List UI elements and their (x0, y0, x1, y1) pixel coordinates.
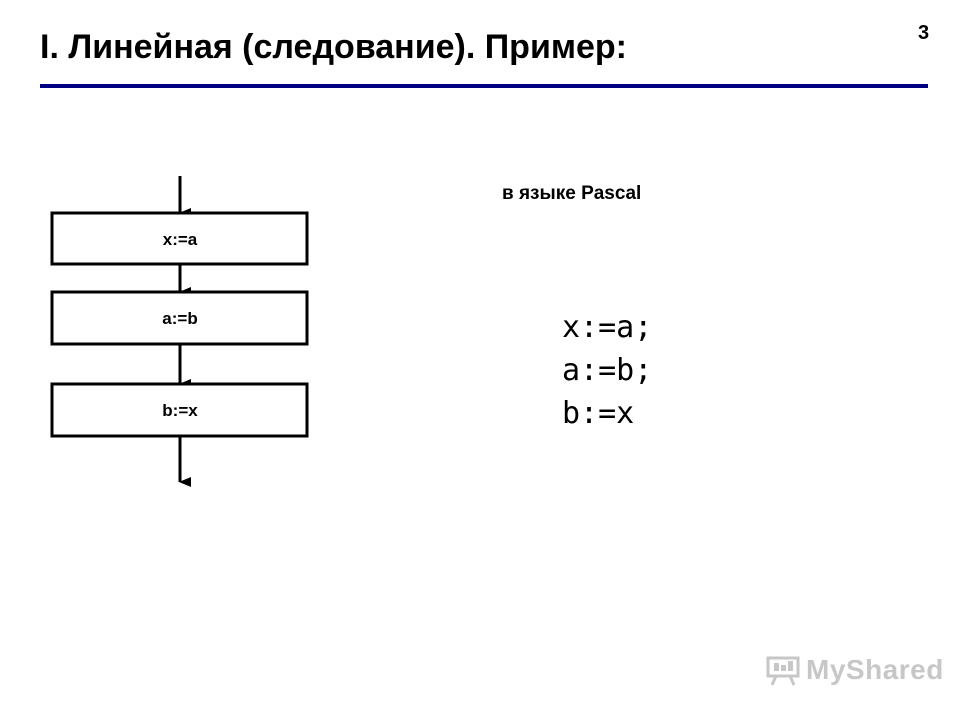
slide-title: I. Линейная (следование). Пример: (40, 28, 627, 66)
watermark-logo (766, 654, 944, 686)
code-line-1: x:=a; (562, 310, 653, 345)
language-caption: в языке Pascal (502, 183, 642, 204)
watermark-text: MyShared (806, 654, 944, 685)
process-label-3: b:=x (162, 401, 198, 420)
presentation-board-icon (766, 654, 800, 686)
process-label-1: x:=a (162, 230, 198, 249)
process-box-2 (52, 292, 307, 344)
code-line-2: a:=b; (562, 353, 653, 388)
process-label-2: a:=b (162, 309, 198, 328)
slide-number: 3 (918, 22, 930, 44)
process-box-3 (52, 384, 307, 436)
code-line-3: b:=x (562, 396, 635, 431)
pascal-code-block (562, 306, 652, 435)
process-box-1 (52, 213, 307, 264)
